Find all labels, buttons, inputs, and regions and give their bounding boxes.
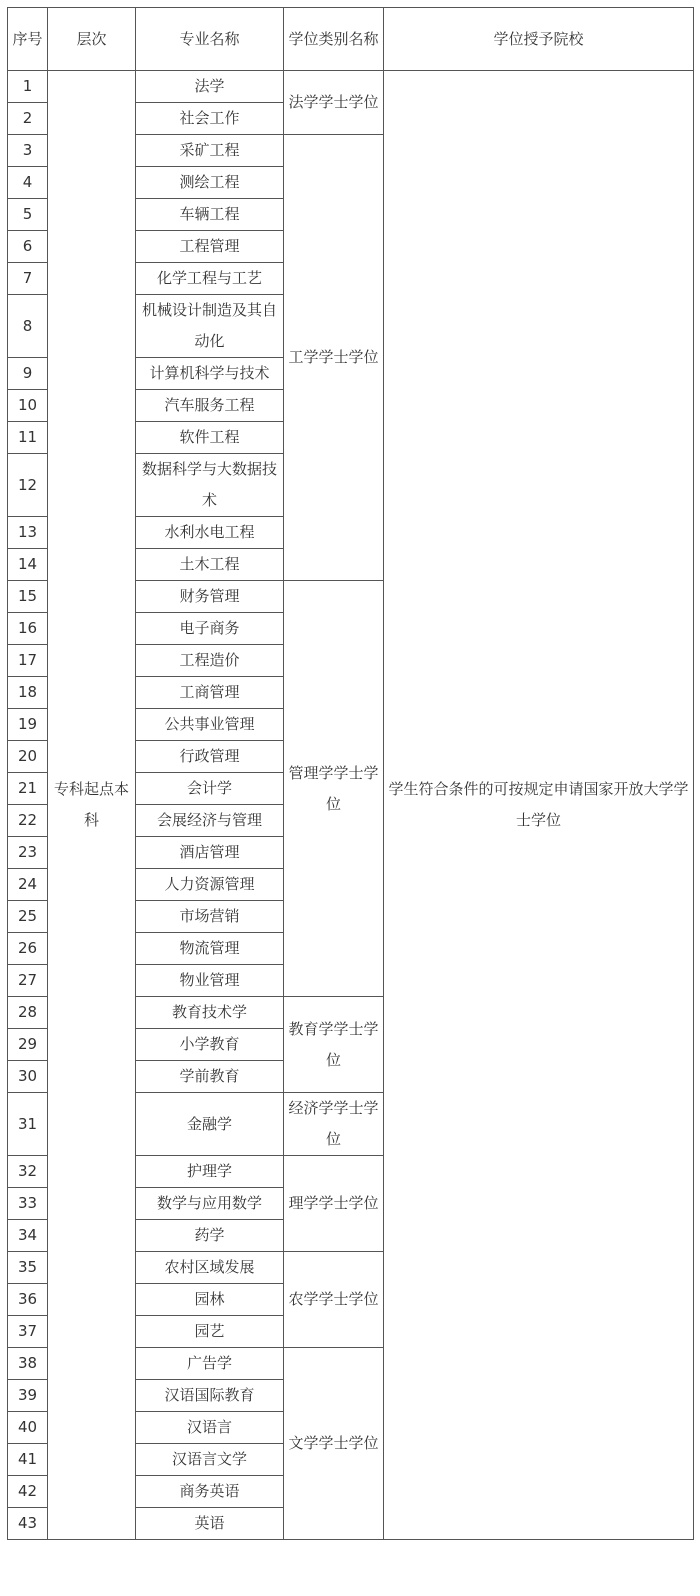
major-name: 汉语国际教育 <box>136 1380 284 1412</box>
major-name: 电子商务 <box>136 613 284 645</box>
row-index: 34 <box>8 1220 48 1252</box>
degree-type: 教育学学士学位 <box>284 997 384 1093</box>
table-body <box>8 71 694 1540</box>
row-index: 41 <box>8 1444 48 1476</box>
row-index: 7 <box>8 263 48 295</box>
major-name: 计算机科学与技术 <box>136 358 284 390</box>
row-index: 43 <box>8 1508 48 1540</box>
degree-type: 农学学士学位 <box>284 1252 384 1348</box>
major-name: 广告学 <box>136 1348 284 1380</box>
table-row <box>8 71 694 103</box>
row-index: 5 <box>8 199 48 231</box>
row-index: 26 <box>8 933 48 965</box>
header-level: 层次 <box>48 8 136 71</box>
major-name: 会计学 <box>136 773 284 805</box>
row-index: 3 <box>8 135 48 167</box>
major-name: 市场营销 <box>136 901 284 933</box>
major-name: 财务管理 <box>136 581 284 613</box>
row-index: 40 <box>8 1412 48 1444</box>
row-index: 17 <box>8 645 48 677</box>
row-index: 25 <box>8 901 48 933</box>
header-major: 专业名称 <box>136 8 284 71</box>
major-name: 酒店管理 <box>136 837 284 869</box>
major-name: 工商管理 <box>136 677 284 709</box>
row-index: 31 <box>8 1093 48 1156</box>
row-index: 30 <box>8 1061 48 1093</box>
row-index: 39 <box>8 1380 48 1412</box>
row-index: 9 <box>8 358 48 390</box>
row-index: 14 <box>8 549 48 581</box>
degree-type: 管理学学士学位 <box>284 581 384 997</box>
row-index: 28 <box>8 997 48 1029</box>
majors-table <box>7 7 694 1540</box>
row-index: 35 <box>8 1252 48 1284</box>
major-name: 护理学 <box>136 1156 284 1188</box>
row-index: 10 <box>8 390 48 422</box>
major-name: 商务英语 <box>136 1476 284 1508</box>
major-name: 教育技术学 <box>136 997 284 1029</box>
major-name: 英语 <box>136 1508 284 1540</box>
row-index: 36 <box>8 1284 48 1316</box>
major-name: 化学工程与工艺 <box>136 263 284 295</box>
major-name: 法学 <box>136 71 284 103</box>
row-index: 21 <box>8 773 48 805</box>
major-name: 园林 <box>136 1284 284 1316</box>
major-name: 数学与应用数学 <box>136 1188 284 1220</box>
major-name: 机械设计制造及其自动化 <box>136 295 284 358</box>
degree-type: 工学学士学位 <box>284 135 384 581</box>
row-index: 38 <box>8 1348 48 1380</box>
major-name: 学前教育 <box>136 1061 284 1093</box>
row-index: 13 <box>8 517 48 549</box>
row-index: 42 <box>8 1476 48 1508</box>
major-name: 人力资源管理 <box>136 869 284 901</box>
degree-type: 理学学士学位 <box>284 1156 384 1252</box>
major-name: 车辆工程 <box>136 199 284 231</box>
header-institution: 学位授予院校 <box>384 8 694 71</box>
row-index: 12 <box>8 454 48 517</box>
row-index: 33 <box>8 1188 48 1220</box>
major-name: 土木工程 <box>136 549 284 581</box>
major-name: 药学 <box>136 1220 284 1252</box>
row-index: 1 <box>8 71 48 103</box>
major-name: 汽车服务工程 <box>136 390 284 422</box>
header-degree: 学位类别名称 <box>284 8 384 71</box>
row-index: 27 <box>8 965 48 997</box>
row-index: 18 <box>8 677 48 709</box>
row-index: 8 <box>8 295 48 358</box>
row-index: 23 <box>8 837 48 869</box>
major-name: 数据科学与大数据技术 <box>136 454 284 517</box>
row-index: 19 <box>8 709 48 741</box>
major-name: 测绘工程 <box>136 167 284 199</box>
row-index: 37 <box>8 1316 48 1348</box>
major-name: 物流管理 <box>136 933 284 965</box>
row-index: 32 <box>8 1156 48 1188</box>
row-index: 24 <box>8 869 48 901</box>
row-index: 15 <box>8 581 48 613</box>
major-name: 金融学 <box>136 1093 284 1156</box>
major-name: 公共事业管理 <box>136 709 284 741</box>
row-index: 2 <box>8 103 48 135</box>
major-name: 园艺 <box>136 1316 284 1348</box>
major-name: 农村区域发展 <box>136 1252 284 1284</box>
major-name: 会展经济与管理 <box>136 805 284 837</box>
major-name: 社会工作 <box>136 103 284 135</box>
major-name: 物业管理 <box>136 965 284 997</box>
header-row <box>8 8 694 71</box>
major-name: 行政管理 <box>136 741 284 773</box>
institution-cell: 学生符合条件的可按规定申请国家开放大学学士学位 <box>384 71 694 1540</box>
major-name: 软件工程 <box>136 422 284 454</box>
major-name: 工程造价 <box>136 645 284 677</box>
major-name: 工程管理 <box>136 231 284 263</box>
row-index: 16 <box>8 613 48 645</box>
degree-type: 经济学学士学位 <box>284 1093 384 1156</box>
row-index: 20 <box>8 741 48 773</box>
major-name: 汉语言 <box>136 1412 284 1444</box>
row-index: 11 <box>8 422 48 454</box>
major-name: 采矿工程 <box>136 135 284 167</box>
major-name: 小学教育 <box>136 1029 284 1061</box>
major-name: 汉语言文学 <box>136 1444 284 1476</box>
degree-type: 法学学士学位 <box>284 71 384 135</box>
row-index: 29 <box>8 1029 48 1061</box>
level-cell: 专科起点本科 <box>48 71 136 1540</box>
row-index: 4 <box>8 167 48 199</box>
major-name: 水利水电工程 <box>136 517 284 549</box>
row-index: 22 <box>8 805 48 837</box>
degree-type: 文学学士学位 <box>284 1348 384 1540</box>
header-index: 序号 <box>8 8 48 71</box>
row-index: 6 <box>8 231 48 263</box>
